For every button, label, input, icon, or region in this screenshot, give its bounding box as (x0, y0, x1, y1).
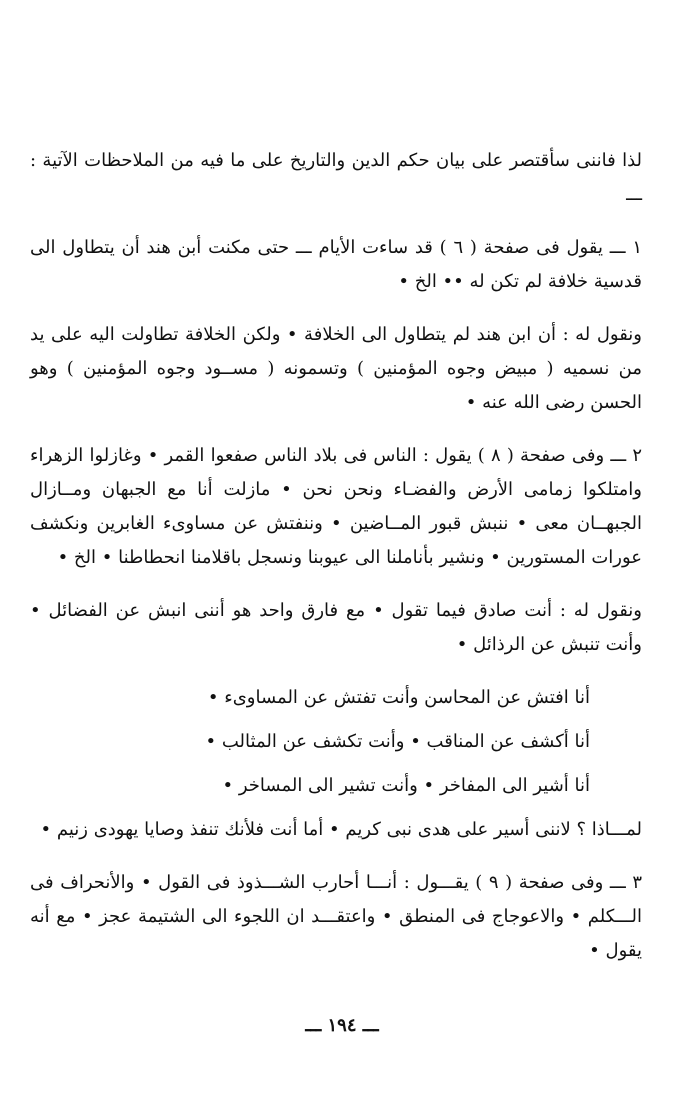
body-text (30, 144, 642, 987)
contrast-line: أنا افتش عن المحاسن وأنت تفتش عن المساوىء • (207, 687, 590, 708)
contrast-line: أنا أكشف عن المناقب • وأنت تكشف عن المثالب • (205, 731, 590, 752)
intro-paragraph: لذا فاننى سأقتصر على بيان حكم الدين والتاريخ على ما فيه من الملاحظات الآتية : ـــ (30, 150, 642, 205)
point-2-paragraph: ٢ ـــ وفى صفحة ( ٨ ) يقول : الناس فى بلاد الناس صفعوا القمر • وغازلوا الزهراء وامتلكوا زمامى الأرض والفضـاء ونحن نحن • مازلت أنا مع الجبهان ومــازال الجبهــان معى • ننبش قبور المــاضين • وننفتش عن مساوىء الغابرين ونكشف عورات المستورين • ونشير بأناملنا الى عيوبنا ونسجل باقلامنا انحطاطنا • الخ • (30, 445, 642, 568)
page-number: ـــ ١٩٤ ـــ (305, 1015, 379, 1036)
point-3-paragraph: ٣ ـــ وفى صفحة ( ٩ ) يقـــول : أنـــا أحارب الشـــذوذ فى القول • والأنحراف فى الـــكلم • والاعوجاج فى المنطق • واعتقـــد ان اللجوء الى الشتيمة عجز • مع أنه يقول • (30, 872, 642, 961)
reply-1-paragraph: ونقول له : أن ابن هند لم يتطاول الى الخلافة • ولكن الخلافة تطاولت اليه على يد من نسميه ( مبيض وجوه المؤمنين ) وتسمونه ( مســود وجوه المؤمنين ) وهو الحسن رضى الله عنه • (30, 324, 642, 413)
reply-2-paragraph: ونقول له : أنت صادق فيما تقول • مع فارق واحد هو أننى انبش عن الفضائل • وأنت تنبش عن الرذائل • (30, 600, 642, 655)
point-1-paragraph: ١ ـــ يقول فى صفحة ( ٦ ) قد ساءت الأيام ـــ حتى مكنت أبن هند أن يتطاول الى قدسية خلافة لم تكن له •• الخ • (30, 237, 642, 292)
why-paragraph: لمـــاذا ؟ لاننى أسير على هدى نبى كريم • أما أنت فلأنك تنفذ وصايا يهودى زنيم • (40, 819, 642, 840)
contrast-line: أنا أشير الى المفاخر • وأنت تشير الى المساخر • (222, 775, 590, 796)
